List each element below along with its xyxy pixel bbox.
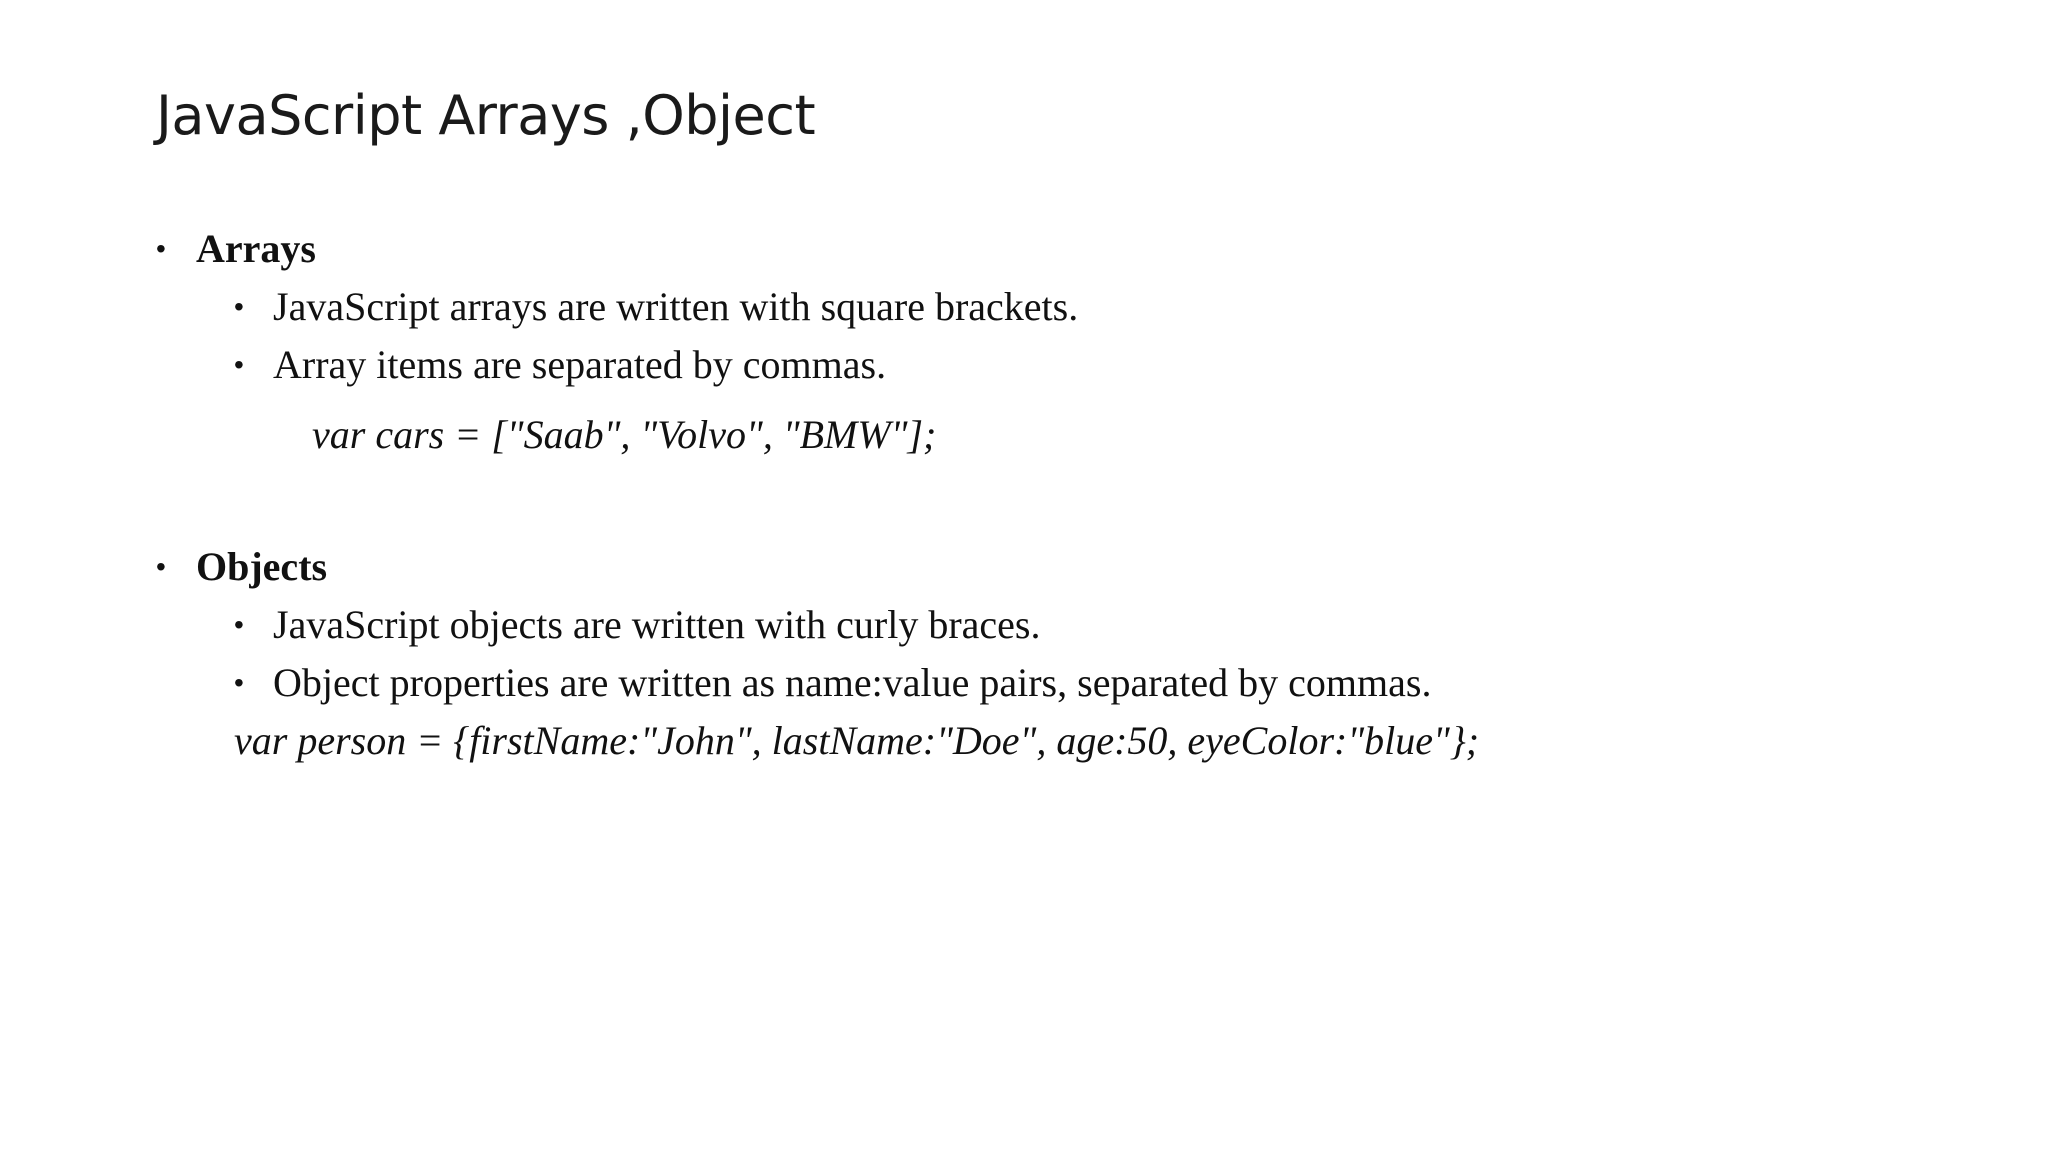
section-objects	[156, 538, 1479, 770]
sub-bullet	[234, 336, 1078, 394]
code-example-arrays: var cars = ["Saab", "Volvo", "BMW"];	[312, 412, 937, 457]
bullet-icon: •	[234, 609, 244, 640]
slide-title: JavaScript Arrays ,Object	[156, 84, 816, 147]
sub-bullet	[234, 278, 1078, 336]
sub-bullet	[234, 654, 1479, 712]
sub-bullet	[234, 596, 1479, 654]
bullet-icon: •	[156, 233, 166, 264]
sub-bullet-text: Array items are separated by commas.	[273, 342, 887, 387]
sub-bullet-text: JavaScript objects are written with curly braces.	[273, 602, 1041, 647]
sub-bullet-text: JavaScript arrays are written with square brackets.	[273, 284, 1079, 329]
bullet-icon: •	[234, 667, 244, 698]
bullet-heading-arrays	[156, 220, 1078, 278]
bullet-icon: •	[234, 291, 244, 322]
bullet-icon: •	[234, 349, 244, 380]
bullet-heading-objects	[156, 538, 1479, 596]
sub-bullet-text: Object properties are written as name:value pairs, separated by commas.	[273, 660, 1432, 705]
heading-label: Objects	[196, 544, 328, 589]
bullet-icon: •	[156, 551, 166, 582]
section-arrays	[156, 220, 1078, 464]
code-example-objects: var person = {firstName:"John", lastName:"Doe", age:50, eyeColor:"blue"};	[234, 718, 1480, 763]
heading-label: Arrays	[196, 226, 316, 271]
